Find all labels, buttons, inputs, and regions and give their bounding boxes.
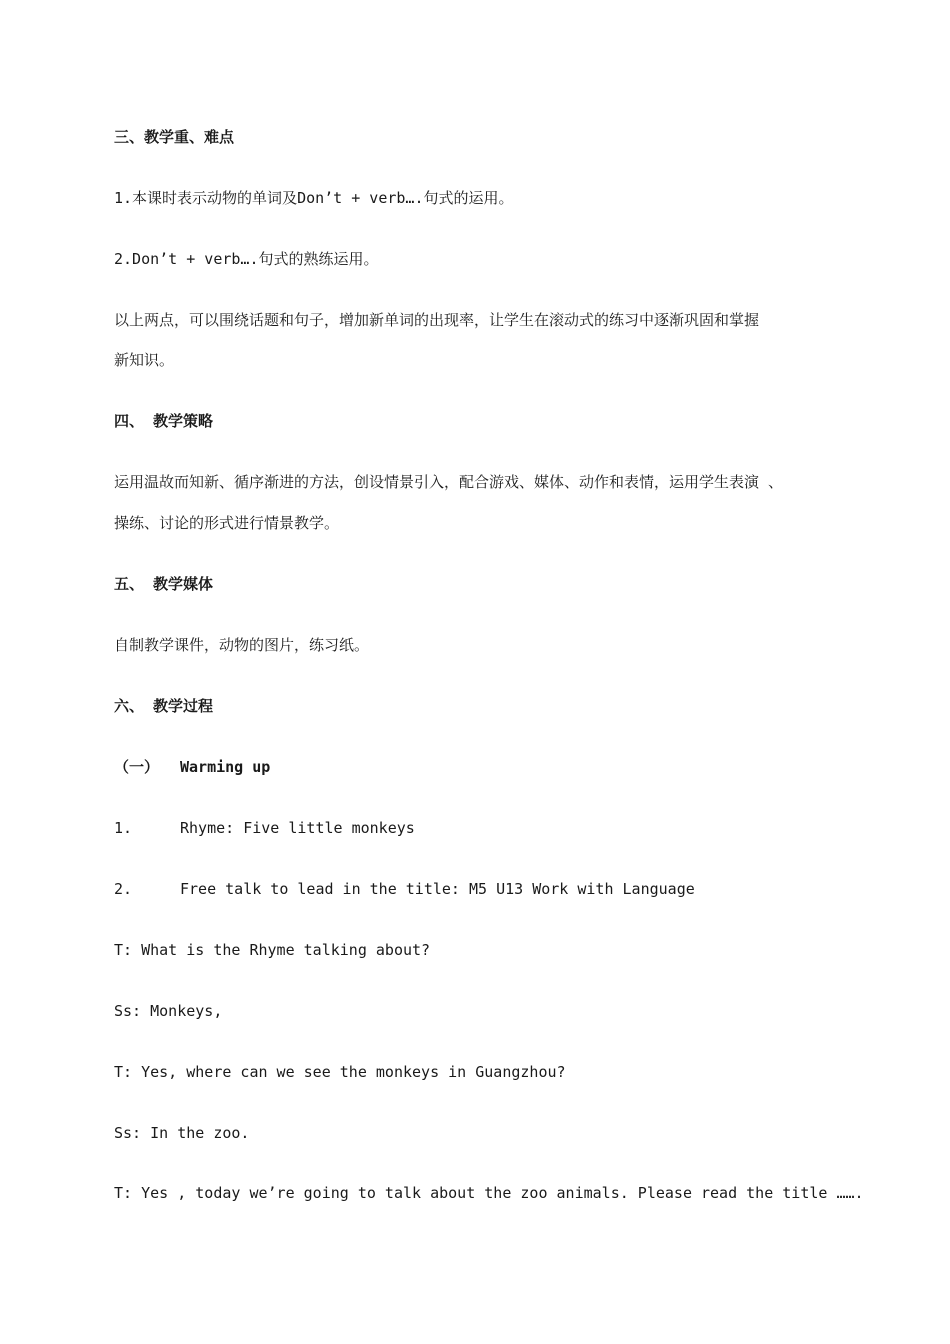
step-number: 2. (114, 880, 133, 898)
section4-paragraph-line-2: 操练、讨论的形式进行情景教学。 (114, 514, 340, 532)
dialogue-line: T: Yes, where can we see the monkeys in Guangzhou? (114, 1063, 566, 1081)
section3-item-1: 1.本课时表示动物的单词及Don’t + verb….句式的运用。 (114, 189, 514, 207)
subsection-label: （一） (114, 758, 160, 776)
step-text: Free talk to lead in the title: M5 U13 Work with Language (180, 880, 695, 898)
section3-item-2: 2.Don’t + verb….句式的熟练运用。 (114, 250, 379, 268)
dialogue-line: Ss: In the zoo. (114, 1124, 250, 1142)
section4-heading: 四、 教学策略 (114, 412, 214, 430)
section5-heading: 五、 教学媒体 (114, 575, 214, 593)
dialogue-line: Ss: Monkeys, (114, 1002, 223, 1020)
step-text: Rhyme: Five little monkeys (180, 819, 415, 837)
section3-heading: 三、教学重、难点 (114, 128, 235, 146)
section5-paragraph: 自制教学课件，动物的图片，练习纸。 (114, 636, 370, 654)
step-number: 1. (114, 819, 133, 837)
section4-paragraph-line-1: 运用温故而知新、循序渐进的方法，创设情景引入，配合游戏、媒体、动作和表情，运用学生表演 、 (114, 473, 784, 491)
subsection-title: Warming up (180, 758, 271, 776)
section3-paragraph-line-1: 以上两点，可以围绕话题和句子，增加新单词的出现率，让学生在滚动式的练习中逐渐巩固和掌握 (114, 311, 760, 329)
section6-heading: 六、 教学过程 (114, 697, 214, 715)
dialogue-line: T: Yes , today we’re going to talk about the zoo animals. Please read the title ……. (114, 1184, 864, 1202)
dialogue-line: T: What is the Rhyme talking about? (114, 941, 431, 959)
section3-paragraph-line-2: 新知识。 (114, 351, 175, 369)
